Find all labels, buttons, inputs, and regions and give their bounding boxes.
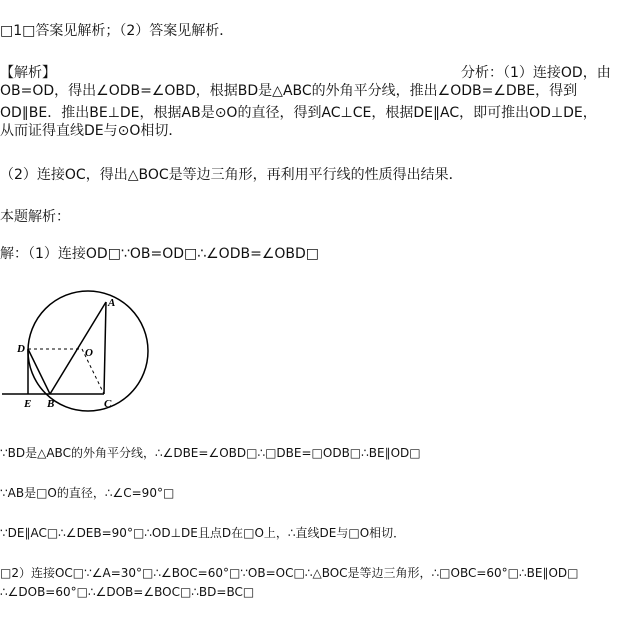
solution-line-3: ∵AB是□O的直径，∴∠C=90°□ xyxy=(0,486,175,500)
label-d: D xyxy=(17,343,25,355)
analysis-line-3: 从而证得直线DE与⊙O相切． xyxy=(0,123,183,139)
label-c: C xyxy=(104,398,112,410)
analysis-line-1: OB=OD，得出∠ODB=∠OBD，根据BD是△ABC的外角平分线，推出∠ODB=∠DBE，得到 xyxy=(0,83,578,99)
line-ab xyxy=(50,302,106,394)
solution-heading: 本题解析： xyxy=(0,209,70,225)
analysis-line-2: OD∥BE．推出BE⊥DE，根据AB是⊙O的直径，得到AC⊥CE，根据DE∥AC，即可推出OD⊥DE， xyxy=(0,105,597,121)
solution-line-1: 解：（1）连接OD□∵OB=OD□∴∠ODB=∠OBD□ xyxy=(0,246,319,262)
analysis-heading: 【解析】 xyxy=(0,65,56,81)
solution-line-4: ∵DE∥AC□∴∠DEB=90°□∴OD⊥DE且点D在□O上，∴直线DE与□O相切． xyxy=(0,526,406,540)
label-b: B xyxy=(47,398,55,410)
label-e: E xyxy=(24,398,32,410)
geometry-figure xyxy=(0,290,150,420)
label-o: O xyxy=(85,347,93,359)
solution-line-6: ∴∠DOB=60°□∴∠DOB=∠BOC□∴BD=BC□ xyxy=(0,585,255,599)
label-a: A xyxy=(108,297,116,309)
solution-line-2: ∵BD是△ABC的外角平分线，∴∠DBE=∠OBD□∴□DBE=□ODB□∴BE∥OD□ xyxy=(0,446,421,460)
solution-line-5: □2）连接OC□∵∠A=30°□∴∠BOC=60°□∵OB=OC□∴△BOC是等边三角形，∴□OBC=60°□∴BE∥OD□ xyxy=(0,566,579,580)
analysis-part-2: （2）连接OC，得出△BOC是等边三角形，再利用平行线的性质得出结果． xyxy=(0,167,463,183)
line-ac xyxy=(104,302,106,394)
analysis-intro: 分析：（1）连接OD，由 xyxy=(461,65,611,81)
answer-line: □1□答案见解析；（2）答案见解析． xyxy=(0,23,234,39)
